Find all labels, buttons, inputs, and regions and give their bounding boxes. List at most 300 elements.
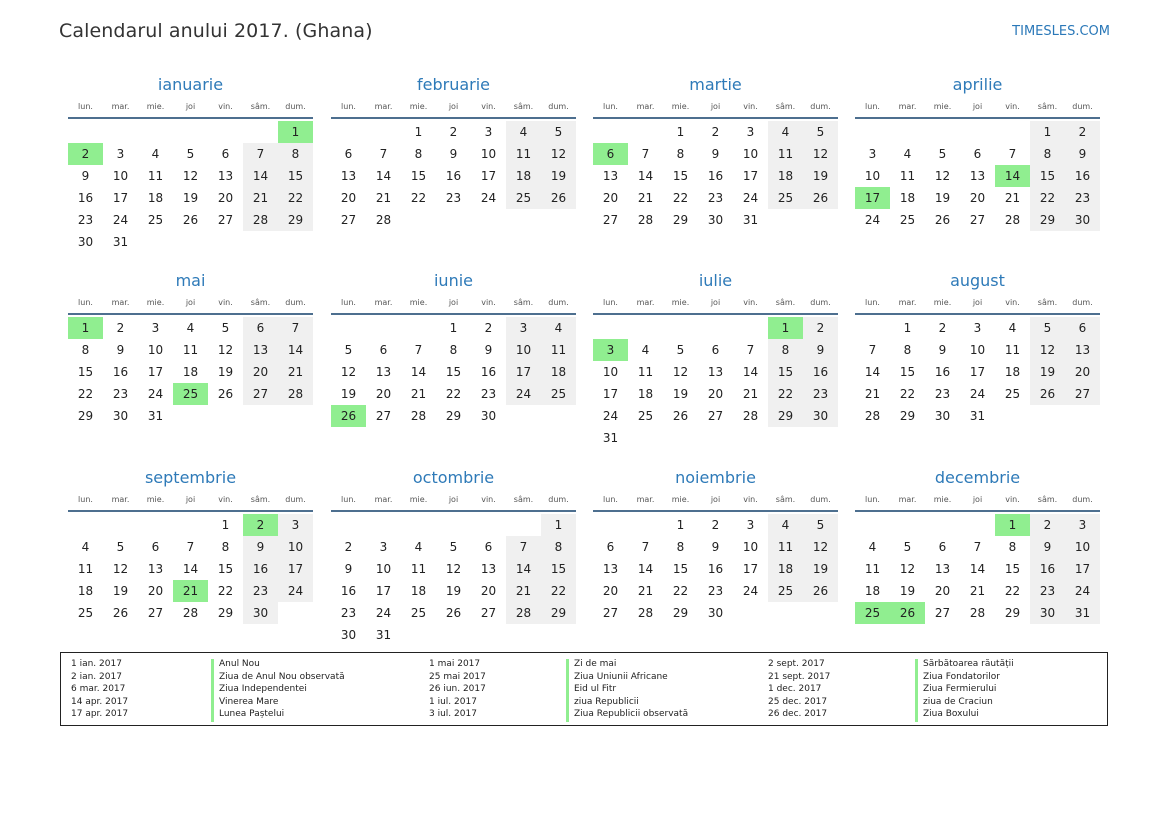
day-cell: 28 (375, 213, 392, 227)
day-cell: 10 (742, 540, 759, 554)
month-name: iunie (433, 271, 473, 290)
legend-holiday-name: Vinerea Mare (219, 696, 279, 707)
holiday-legend (60, 652, 1108, 726)
legend-color-bar (566, 659, 569, 722)
day-cell: 24 (742, 584, 759, 598)
day-cell: 13 (602, 562, 619, 576)
day-cell: 5 (676, 343, 685, 357)
day-cell: 22 (899, 387, 916, 401)
weekday-label: joi (185, 495, 196, 504)
legend-holiday-name: Ziua Fondatorilor (923, 671, 1000, 682)
day-cell: 7 (746, 343, 755, 357)
legend-holiday-name: Sărbătoarea răutății (923, 659, 1014, 669)
legend-holiday-name: Ziua Boxului (923, 709, 979, 720)
weekday-label: vin. (218, 298, 233, 307)
day-cell: 27 (340, 213, 357, 227)
day-cell: 20 (969, 191, 986, 205)
day-cell: 14 (637, 562, 654, 576)
day-cell: 29 (1004, 606, 1021, 620)
weekday-label: mie. (933, 298, 952, 307)
day-cell: 14 (742, 365, 759, 379)
day-cell: 6 (938, 540, 947, 554)
day-cell: 29 (541, 602, 576, 624)
day-cell: 30 (1030, 602, 1065, 624)
weekday-label: sâm. (775, 298, 796, 307)
day-cell: 17 (147, 365, 164, 379)
day-cell: 17 (278, 558, 313, 580)
day-cell: 3 (868, 147, 877, 161)
day-cell: 26 (803, 580, 838, 602)
holiday-day-cell: 1 (278, 121, 313, 143)
holiday-day-cell: 1 (995, 514, 1030, 536)
day-cell: 1 (903, 321, 912, 335)
legend-date: 25 mai 2017 (429, 671, 486, 682)
day-cell: 8 (676, 540, 685, 554)
header-rule (855, 510, 1100, 512)
weekday-label: mie. (671, 495, 690, 504)
day-cell: 13 (602, 169, 619, 183)
weekday-label: mar. (374, 102, 393, 111)
weekday-label: dum. (1072, 495, 1093, 504)
weekday-label: vin. (218, 495, 233, 504)
day-cell: 28 (742, 409, 759, 423)
day-cell: 15 (278, 165, 313, 187)
day-cell: 30 (707, 606, 724, 620)
day-cell: 16 (112, 365, 129, 379)
day-cell: 15 (541, 558, 576, 580)
day-cell: 13 (147, 562, 164, 576)
weekday-label: vin. (1005, 495, 1020, 504)
day-cell: 20 (934, 584, 951, 598)
weekday-label: joi (972, 298, 983, 307)
day-cell: 19 (803, 558, 838, 580)
day-cell: 24 (112, 213, 129, 227)
weekday-label: mar. (898, 102, 917, 111)
weekday-label: mie. (671, 102, 690, 111)
header-rule (68, 313, 313, 315)
day-cell: 29 (672, 606, 689, 620)
day-cell: 10 (112, 169, 129, 183)
weekday-label: joi (448, 495, 459, 504)
day-cell: 16 (480, 365, 497, 379)
day-cell: 28 (182, 606, 199, 620)
day-cell: 20 (602, 584, 619, 598)
weekday-label: sâm. (775, 495, 796, 504)
day-cell: 4 (768, 514, 803, 536)
day-cell: 13 (340, 169, 357, 183)
weekday-label: dum. (810, 495, 831, 504)
day-cell: 18 (77, 584, 94, 598)
day-cell: 9 (711, 540, 720, 554)
day-cell: 3 (278, 514, 313, 536)
holiday-day-cell: 25 (173, 383, 208, 405)
day-cell: 20 (1065, 361, 1100, 383)
day-cell: 23 (934, 387, 951, 401)
day-cell: 8 (414, 147, 423, 161)
day-cell: 8 (676, 147, 685, 161)
day-cell: 5 (541, 121, 576, 143)
holiday-day-cell: 1 (68, 317, 103, 339)
day-cell: 21 (278, 361, 313, 383)
day-cell: 24 (375, 606, 392, 620)
day-cell: 24 (864, 213, 881, 227)
day-cell: 18 (182, 365, 199, 379)
day-cell: 27 (1065, 383, 1100, 405)
day-cell: 6 (606, 540, 615, 554)
legend-date: 6 mar. 2017 (71, 684, 126, 695)
day-cell: 6 (484, 540, 493, 554)
day-cell: 28 (506, 602, 541, 624)
weekday-label: lun. (865, 298, 880, 307)
legend-date: 26 iun. 2017 (429, 684, 486, 695)
legend-date: 1 mai 2017 (429, 659, 481, 669)
day-cell: 3 (116, 147, 125, 161)
day-cell: 4 (81, 540, 90, 554)
day-cell: 13 (1065, 339, 1100, 361)
day-cell: 13 (969, 169, 986, 183)
weekday-label: dum. (810, 102, 831, 111)
month-name: martie (689, 75, 742, 94)
day-cell: 29 (278, 209, 313, 231)
day-cell: 7 (243, 143, 278, 165)
day-cell: 6 (379, 343, 388, 357)
day-cell: 13 (243, 339, 278, 361)
day-cell: 28 (637, 213, 654, 227)
day-cell: 13 (375, 365, 392, 379)
day-cell: 14 (506, 558, 541, 580)
legend-date: 1 dec. 2017 (768, 684, 822, 695)
weekday-label: mar. (111, 495, 130, 504)
day-cell: 19 (672, 387, 689, 401)
day-cell: 23 (77, 213, 94, 227)
day-cell: 27 (969, 213, 986, 227)
day-cell: 15 (672, 169, 689, 183)
month-name: mai (175, 271, 206, 290)
day-cell: 18 (410, 584, 427, 598)
day-cell: 3 (973, 321, 982, 335)
day-cell: 12 (217, 343, 234, 357)
month-name: august (950, 271, 1005, 290)
day-cell: 5 (803, 121, 838, 143)
month-name: iulie (698, 271, 733, 290)
month-name: octombrie (412, 468, 495, 487)
day-cell: 29 (217, 606, 234, 620)
day-cell: 11 (410, 562, 427, 576)
day-cell: 17 (602, 387, 619, 401)
weekday-label: joi (185, 102, 196, 111)
weekday-label: lun. (78, 495, 93, 504)
day-cell: 17 (112, 191, 129, 205)
day-cell: 15 (899, 365, 916, 379)
day-cell: 27 (217, 213, 234, 227)
day-cell: 24 (506, 383, 541, 405)
day-cell: 30 (707, 213, 724, 227)
day-cell: 3 (151, 321, 160, 335)
day-cell: 18 (768, 558, 803, 580)
weekday-label: dum. (285, 102, 306, 111)
weekday-label: mar. (898, 298, 917, 307)
legend-date: 1 ian. 2017 (71, 659, 122, 669)
day-cell: 9 (243, 536, 278, 558)
day-cell: 18 (899, 191, 916, 205)
legend-date: 1 iul. 2017 (429, 696, 477, 707)
weekday-label: mar. (374, 495, 393, 504)
day-cell: 20 (147, 584, 164, 598)
header-rule (855, 117, 1100, 119)
day-cell: 19 (541, 165, 576, 187)
day-cell: 13 (707, 365, 724, 379)
day-cell: 31 (742, 213, 759, 227)
weekday-label: sâm. (775, 102, 796, 111)
day-cell: 2 (484, 321, 493, 335)
day-cell: 1 (541, 514, 576, 536)
weekday-label: sâm. (513, 298, 534, 307)
legend-color-bar (915, 659, 918, 722)
day-cell: 11 (768, 143, 803, 165)
month-name: septembrie (144, 468, 237, 487)
weekday-label: mar. (374, 298, 393, 307)
day-cell: 10 (480, 147, 497, 161)
day-cell: 3 (746, 125, 755, 139)
day-cell: 12 (112, 562, 129, 576)
day-cell: 10 (969, 343, 986, 357)
weekday-label: mie. (146, 102, 165, 111)
day-cell: 5 (221, 321, 230, 335)
day-cell: 14 (375, 169, 392, 183)
day-cell: 4 (186, 321, 195, 335)
day-cell: 16 (1030, 558, 1065, 580)
legend-holiday-name: Ziua de Anul Nou observată (219, 671, 345, 682)
weekday-label: dum. (548, 102, 569, 111)
weekday-label: sâm. (250, 298, 271, 307)
legend-date: 2 ian. 2017 (71, 671, 122, 682)
day-cell: 12 (182, 169, 199, 183)
day-cell: 19 (934, 191, 951, 205)
day-cell: 12 (445, 562, 462, 576)
legend-names-column (574, 658, 688, 721)
day-cell: 7 (506, 536, 541, 558)
weekday-label: dum. (810, 298, 831, 307)
day-cell: 14 (969, 562, 986, 576)
day-cell: 28 (864, 409, 881, 423)
day-cell: 3 (379, 540, 388, 554)
holiday-day-cell: 14 (995, 165, 1030, 187)
site-link[interactable]: TIMESLES.COM (1012, 24, 1110, 39)
day-cell: 22 (541, 580, 576, 602)
day-cell: 10 (1065, 536, 1100, 558)
day-cell: 1 (676, 518, 685, 532)
day-cell: 28 (243, 209, 278, 231)
day-cell: 27 (707, 409, 724, 423)
day-cell: 5 (903, 540, 912, 554)
day-cell: 26 (445, 606, 462, 620)
day-cell: 14 (410, 365, 427, 379)
legend-date: 17 apr. 2017 (71, 709, 129, 720)
day-cell: 10 (506, 339, 541, 361)
day-cell: 15 (1004, 562, 1021, 576)
day-cell: 19 (445, 584, 462, 598)
weekday-label: dum. (285, 298, 306, 307)
legend-date: 21 sept. 2017 (768, 671, 831, 682)
day-cell: 16 (340, 584, 357, 598)
day-cell: 9 (1065, 143, 1100, 165)
day-cell: 19 (803, 165, 838, 187)
day-cell: 8 (278, 143, 313, 165)
day-cell: 1 (221, 518, 230, 532)
weekday-label: lun. (865, 495, 880, 504)
day-cell: 1 (676, 125, 685, 139)
weekday-label: joi (448, 102, 459, 111)
day-cell: 6 (1065, 317, 1100, 339)
day-cell: 16 (1065, 165, 1100, 187)
day-cell: 6 (344, 147, 353, 161)
day-cell: 19 (182, 191, 199, 205)
day-cell: 23 (340, 606, 357, 620)
day-cell: 22 (672, 191, 689, 205)
day-cell: 25 (768, 580, 803, 602)
day-cell: 24 (742, 191, 759, 205)
day-cell: 30 (243, 602, 278, 624)
day-cell: 24 (278, 580, 313, 602)
weekday-label: joi (185, 298, 196, 307)
day-cell: 12 (934, 169, 951, 183)
day-cell: 30 (803, 405, 838, 427)
legend-holiday-name: Ziua Uniunii Africane (574, 671, 668, 682)
legend-date: 25 dec. 2017 (768, 696, 828, 707)
day-cell: 16 (803, 361, 838, 383)
day-cell: 5 (449, 540, 458, 554)
day-cell: 24 (480, 191, 497, 205)
day-cell: 31 (375, 628, 392, 642)
day-cell: 21 (506, 580, 541, 602)
day-cell: 30 (934, 409, 951, 423)
day-cell: 23 (803, 383, 838, 405)
day-cell: 29 (672, 213, 689, 227)
weekday-label: joi (710, 495, 721, 504)
weekday-label: joi (448, 298, 459, 307)
day-cell: 20 (217, 191, 234, 205)
day-cell: 24 (969, 387, 986, 401)
day-cell: 9 (803, 339, 838, 361)
day-cell: 23 (707, 191, 724, 205)
day-cell: 21 (864, 387, 881, 401)
legend-holiday-name: Ziua Republicii observată (574, 709, 689, 720)
day-cell: 14 (864, 365, 881, 379)
day-cell: 16 (243, 558, 278, 580)
day-cell: 14 (637, 169, 654, 183)
holiday-day-cell: 26 (890, 602, 925, 624)
day-cell: 25 (899, 213, 916, 227)
day-cell: 5 (344, 343, 353, 357)
day-cell: 6 (973, 147, 982, 161)
holiday-day-cell: 3 (593, 339, 628, 361)
day-cell: 4 (641, 343, 650, 357)
day-cell: 9 (449, 147, 458, 161)
legend-holiday-name: Eid ul Fitr (574, 684, 617, 695)
day-cell: 31 (602, 431, 619, 445)
legend-holiday-name: Ziua Independentei (219, 684, 307, 695)
day-cell: 29 (445, 409, 462, 423)
day-cell: 12 (672, 365, 689, 379)
day-cell: 19 (217, 365, 234, 379)
day-cell: 25 (506, 187, 541, 209)
day-cell: 4 (768, 121, 803, 143)
legend-holiday-name: Ziua Fermierului (923, 684, 997, 695)
day-cell: 5 (186, 147, 195, 161)
day-cell: 28 (278, 383, 313, 405)
day-cell: 4 (868, 540, 877, 554)
day-cell: 27 (602, 606, 619, 620)
day-cell: 22 (1004, 584, 1021, 598)
weekday-label: dum. (285, 495, 306, 504)
day-cell: 11 (77, 562, 94, 576)
weekday-label: joi (710, 298, 721, 307)
day-cell: 27 (243, 383, 278, 405)
weekday-label: mar. (898, 495, 917, 504)
weekday-label: lun. (603, 298, 618, 307)
day-cell: 9 (938, 343, 947, 357)
day-cell: 26 (803, 187, 838, 209)
day-cell: 21 (375, 191, 392, 205)
day-cell: 4 (414, 540, 423, 554)
weekday-label: mie. (671, 298, 690, 307)
weekday-label: mie. (933, 102, 952, 111)
header-rule (331, 117, 576, 119)
day-cell: 4 (903, 147, 912, 161)
day-cell: 26 (112, 606, 129, 620)
day-cell: 23 (1030, 580, 1065, 602)
day-cell: 3 (1065, 514, 1100, 536)
day-cell: 2 (116, 321, 125, 335)
day-cell: 23 (707, 584, 724, 598)
day-cell: 15 (445, 365, 462, 379)
day-cell: 20 (340, 191, 357, 205)
day-cell: 8 (1008, 540, 1017, 554)
legend-date: 14 apr. 2017 (71, 696, 129, 707)
weekday-label: lun. (603, 102, 618, 111)
month-name: ianuarie (157, 75, 224, 94)
day-cell: 26 (182, 213, 199, 227)
day-cell: 8 (903, 343, 912, 357)
day-cell: 29 (77, 409, 94, 423)
day-cell: 19 (1030, 361, 1065, 383)
month-name: aprilie (952, 75, 1003, 94)
weekday-label: mie. (409, 495, 428, 504)
day-cell: 11 (147, 169, 164, 183)
day-cell: 15 (217, 562, 234, 576)
day-cell: 3 (746, 518, 755, 532)
day-cell: 10 (375, 562, 392, 576)
day-cell: 17 (969, 365, 986, 379)
day-cell: 19 (340, 387, 357, 401)
weekday-label: dum. (548, 298, 569, 307)
day-cell: 30 (1065, 209, 1100, 231)
day-cell: 23 (1065, 187, 1100, 209)
weekday-label: mie. (409, 102, 428, 111)
weekday-label: lun. (341, 102, 356, 111)
day-cell: 15 (768, 361, 803, 383)
day-cell: 12 (541, 143, 576, 165)
day-cell: 5 (938, 147, 947, 161)
weekday-label: lun. (603, 495, 618, 504)
day-cell: 17 (480, 169, 497, 183)
day-cell: 12 (803, 143, 838, 165)
day-cell: 18 (147, 191, 164, 205)
legend-holiday-name: ziua de Craciun (923, 696, 993, 707)
legend-dates-column (71, 658, 128, 721)
day-cell: 25 (147, 213, 164, 227)
day-cell: 26 (934, 213, 951, 227)
